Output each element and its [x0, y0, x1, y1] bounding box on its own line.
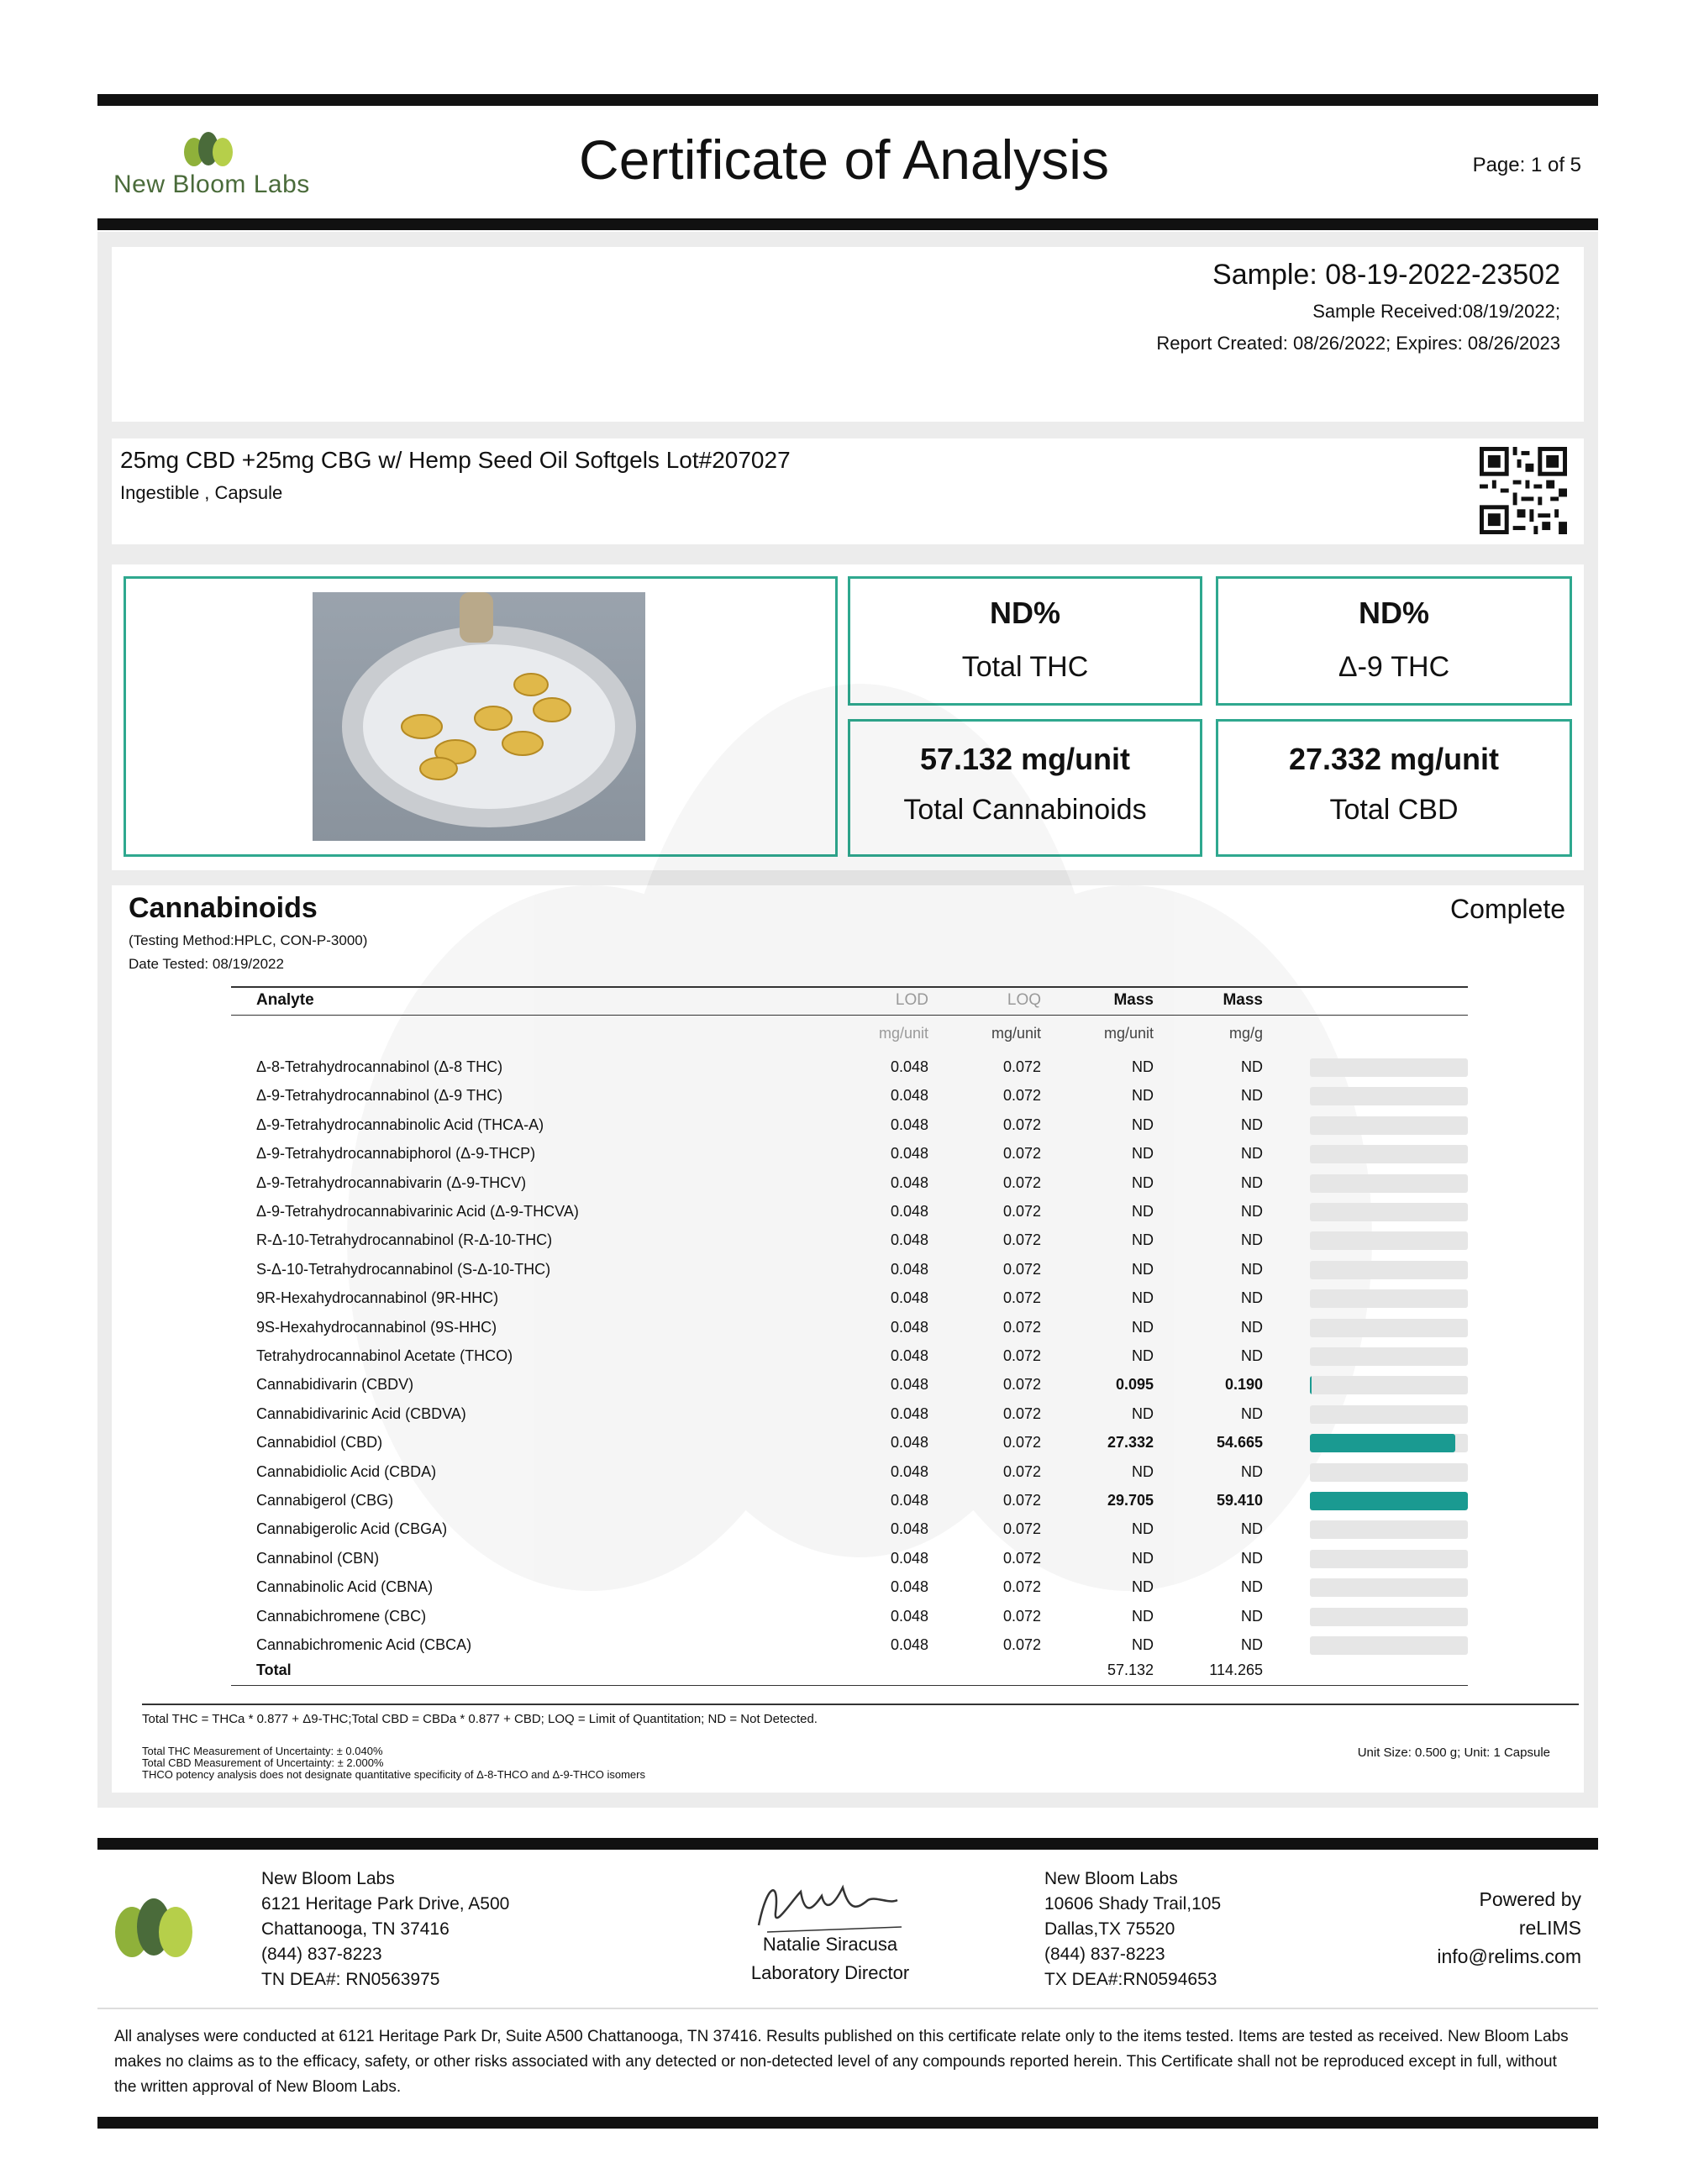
d9-thc-box: [1216, 576, 1572, 706]
concentration-bar: [1310, 1405, 1468, 1424]
unit-loq: mg/unit: [991, 1025, 1041, 1042]
concentration-bar: [1310, 1578, 1468, 1597]
signer-title: Laboratory Director: [750, 1962, 910, 1983]
table-row: [231, 1429, 1468, 1457]
product-name: 25mg CBD +25mg CBG w/ Hemp Seed Oil Softgels Lot#207027: [120, 447, 791, 473]
analyte-name: Δ-8-Tetrahydrocannabinol (Δ-8 THC): [256, 1058, 503, 1075]
mass-unit-value: 27.332: [1107, 1434, 1154, 1452]
analyte-name: Cannabichromene (CBC): [256, 1607, 427, 1625]
concentration-bar-fill: [1310, 1434, 1455, 1452]
loq-value: 0.072: [1002, 1520, 1041, 1538]
concentration-bar: [1310, 1087, 1468, 1105]
lod-value: 0.048: [890, 1492, 928, 1509]
disclaimer-rule: [97, 2008, 1598, 2009]
product-card: [112, 438, 1584, 544]
signature-image: [750, 1866, 910, 1942]
page-number: Page: 1 of 5: [1472, 154, 1581, 176]
loq-value: 0.072: [1002, 1058, 1041, 1075]
lod-value: 0.048: [890, 1549, 928, 1567]
powered-line: info@relims.com: [1437, 1945, 1581, 1967]
mass-g-value: ND: [1241, 1347, 1263, 1364]
thco-note: THCO potency analysis does not designate quantitative specificity of Δ-8-THCO and Δ-9-THCO isomers: [142, 1768, 645, 1781]
analyte-name: Δ-9-Tetrahydrocannabivarinic Acid (Δ-9-THCVA): [256, 1203, 579, 1220]
notes-rule: [142, 1704, 1579, 1705]
lab1-line: 6121 Heritage Park Drive, A500: [261, 1894, 510, 1914]
table-row: [231, 1515, 1468, 1544]
mass-g-value: ND: [1241, 1145, 1263, 1163]
lod-value: 0.048: [890, 1607, 928, 1625]
mass-g-value: ND: [1241, 1260, 1263, 1278]
concentration-bar: [1310, 1289, 1468, 1308]
header-rule: [97, 218, 1598, 230]
analyte-name: Cannabinolic Acid (CBNA): [256, 1578, 434, 1596]
concentration-bar: [1310, 1145, 1468, 1163]
lab2-line: New Bloom Labs: [1044, 1869, 1178, 1888]
mass-g-value: ND: [1241, 1318, 1263, 1336]
lab1-line: New Bloom Labs: [261, 1869, 395, 1888]
mass-unit-value: ND: [1132, 1318, 1154, 1336]
table-row: [231, 1631, 1468, 1660]
footer-logo-icon: [113, 1897, 194, 1961]
unit-mass-unit: mg/unit: [1103, 1025, 1154, 1042]
unit-size: Unit Size: 0.500 g; Unit: 1 Capsule: [1357, 1746, 1550, 1760]
table-bottom-rule: [231, 1685, 1468, 1686]
loq-value: 0.072: [1002, 1318, 1041, 1336]
section-title: Cannabinoids: [129, 892, 318, 924]
concentration-bar: [1310, 1203, 1468, 1221]
table-row: [231, 1545, 1468, 1573]
total-mass-g: 114.265: [1209, 1662, 1263, 1679]
mass-unit-value: ND: [1132, 1289, 1154, 1307]
d9-thc-value: ND%: [1358, 596, 1429, 630]
top-rule: [97, 94, 1598, 106]
concentration-bar: [1310, 1376, 1468, 1394]
mass-g-value: ND: [1241, 1404, 1263, 1422]
table-header-rule: [231, 1015, 1468, 1016]
loq-value: 0.072: [1002, 1462, 1041, 1480]
product-type: Ingestible , Capsule: [120, 482, 283, 503]
table-row: [231, 1140, 1468, 1168]
lod-value: 0.048: [890, 1636, 928, 1653]
lab2-line: TX DEA#:RN0594653: [1044, 1970, 1217, 1989]
table-row: [231, 1053, 1468, 1082]
page-title: Certificate of Analysis: [579, 129, 1109, 191]
mass-g-value: 0.190: [1224, 1376, 1263, 1394]
mass-g-value: ND: [1241, 1173, 1263, 1191]
mass-unit-value: 29.705: [1107, 1492, 1154, 1509]
mass-g-value: ND: [1241, 1520, 1263, 1538]
analyte-name: Δ-9-Tetrahydrocannabivarin (Δ-9-THCV): [256, 1173, 527, 1191]
signer-name: Natalie Siracusa: [762, 1934, 898, 1955]
summary-card: [112, 564, 1584, 870]
analyte-name: Δ-9-Tetrahydrocannabiphorol (Δ-9-THCP): [256, 1145, 536, 1163]
mass-unit-value: ND: [1132, 1058, 1154, 1075]
loq-value: 0.072: [1002, 1636, 1041, 1653]
powered-by: [1437, 1885, 1581, 1971]
mass-g-value: ND: [1241, 1058, 1263, 1075]
col-lod: LOD: [895, 991, 928, 1009]
lod-value: 0.048: [890, 1318, 928, 1336]
total-cbd-label: Total CBD: [1329, 794, 1459, 826]
lod-value: 0.048: [890, 1145, 928, 1163]
mass-unit-value: ND: [1132, 1404, 1154, 1422]
lod-value: 0.048: [890, 1347, 928, 1364]
powered-line: reLIMS: [1518, 1917, 1581, 1939]
loq-value: 0.072: [1002, 1376, 1041, 1394]
total-cannabinoids-label: Total Cannabinoids: [903, 794, 1147, 826]
concentration-bar: [1310, 1434, 1468, 1452]
concentration-bar: [1310, 1520, 1468, 1539]
loq-value: 0.072: [1002, 1173, 1041, 1191]
lab2-line: (844) 837-8223: [1044, 1945, 1165, 1964]
lod-value: 0.048: [890, 1289, 928, 1307]
mass-g-value: ND: [1241, 1116, 1263, 1133]
footer-rule: [97, 1838, 1598, 1850]
concentration-bar: [1310, 1174, 1468, 1193]
sample-card: [112, 247, 1584, 422]
mass-g-value: ND: [1241, 1549, 1263, 1567]
mass-g-value: ND: [1241, 1203, 1263, 1220]
mass-unit-value: ND: [1132, 1520, 1154, 1538]
total-row: [231, 1656, 1468, 1685]
table-row: [231, 1458, 1468, 1487]
analyte-name: S-Δ-10-Tetrahydrocannabinol (S-Δ-10-THC): [256, 1260, 551, 1278]
table-row: [231, 1371, 1468, 1399]
concentration-bar: [1310, 1463, 1468, 1482]
mass-unit-value: ND: [1132, 1636, 1154, 1653]
lod-value: 0.048: [890, 1520, 928, 1538]
lod-value: 0.048: [890, 1173, 928, 1191]
formula-note: Total THC = THCa * 0.877 + Δ9-THC;Total CBD = CBDa * 0.877 + CBD; LOQ = Limit of Quantitation; ND = Not Detected.: [142, 1712, 818, 1726]
loq-value: 0.072: [1002, 1260, 1041, 1278]
table-row: [231, 1342, 1468, 1371]
lod-value: 0.048: [890, 1203, 928, 1220]
mass-unit-value: ND: [1132, 1260, 1154, 1278]
sample-photo: [313, 592, 645, 841]
report-dates: Report Created: 08/26/2022; Expires: 08/26/2023: [1156, 333, 1560, 354]
mass-g-value: ND: [1241, 1636, 1263, 1653]
lab1-line: TN DEA#: RN0563975: [261, 1970, 440, 1989]
analyte-name: R-Δ-10-Tetrahydrocannabinol (R-Δ-10-THC): [256, 1231, 553, 1249]
loq-value: 0.072: [1002, 1434, 1041, 1452]
mass-g-value: ND: [1241, 1462, 1263, 1480]
analyte-name: Cannabichromenic Acid (CBCA): [256, 1636, 472, 1653]
d9-thc-label: Δ-9 THC: [1338, 651, 1450, 683]
table-row: [231, 1226, 1468, 1255]
loq-value: 0.072: [1002, 1607, 1041, 1625]
unit-mass-g: mg/g: [1228, 1025, 1263, 1042]
uncertainty-cbd: Total CBD Measurement of Uncertainty: ± 2.000%: [142, 1756, 384, 1769]
table-row: [231, 1284, 1468, 1313]
date-tested: Date Tested: 08/19/2022: [129, 956, 284, 972]
mass-unit-value: ND: [1132, 1607, 1154, 1625]
mass-unit-value: ND: [1132, 1578, 1154, 1596]
analyte-name: Cannabidiol (CBD): [256, 1434, 383, 1452]
lod-value: 0.048: [890, 1116, 928, 1133]
concentration-bar: [1310, 1347, 1468, 1366]
col-mass-g: Mass: [1223, 991, 1263, 1009]
uncertainty-thc: Total THC Measurement of Uncertainty: ± 0.040%: [142, 1745, 383, 1757]
lod-value: 0.048: [890, 1462, 928, 1480]
analyte-name: Cannabigerolic Acid (CBGA): [256, 1520, 448, 1538]
powered-line: Powered by: [1479, 1888, 1581, 1910]
mass-g-value: ND: [1241, 1607, 1263, 1625]
loq-value: 0.072: [1002, 1116, 1041, 1133]
total-thc-label: Total THC: [961, 651, 1089, 683]
qr-code-icon: [1480, 447, 1567, 534]
lod-value: 0.048: [890, 1087, 928, 1105]
total-label: Total: [256, 1662, 292, 1679]
mass-unit-value: ND: [1132, 1549, 1154, 1567]
mass-unit-value: ND: [1132, 1203, 1154, 1220]
logo-text: New Bloom Labs: [113, 171, 310, 198]
total-thc-value: ND%: [989, 596, 1060, 630]
table-row: [231, 1603, 1468, 1631]
table-row: [231, 1082, 1468, 1110]
lod-value: 0.048: [890, 1260, 928, 1278]
loq-value: 0.072: [1002, 1289, 1041, 1307]
analyte-name: Cannabigerol (CBG): [256, 1492, 394, 1509]
total-mass-unit: 57.132: [1107, 1662, 1154, 1679]
mass-g-value: 59.410: [1216, 1492, 1263, 1509]
mass-g-value: ND: [1241, 1289, 1263, 1307]
sample-photo-frame: [124, 576, 838, 857]
unit-lod: mg/unit: [878, 1025, 928, 1042]
loq-value: 0.072: [1002, 1549, 1041, 1567]
table-row: [231, 1400, 1468, 1429]
table-row: [231, 1256, 1468, 1284]
table-row: [231, 1169, 1468, 1198]
concentration-bar-fill: [1310, 1492, 1468, 1510]
table-row: [231, 1111, 1468, 1140]
mass-g-value: ND: [1241, 1578, 1263, 1596]
disclaimer: All analyses were conducted at 6121 Heritage Park Dr, Suite A500 Chattanooga, TN 37416. Results published on this certificate relate only to the items tested. Items are tested as received. New Bloom Labs makes no claims as to the efficacy, safety, or other risks associated with any detected or non-detected level of any compounds reported herein. This Certificate shall not be reproduced except in full, without the written approval of New Bloom Labs.: [114, 2028, 1569, 2096]
mass-unit-value: ND: [1132, 1231, 1154, 1249]
lab2-line: 10606 Shady Trail,105: [1044, 1894, 1222, 1914]
analyte-name: 9R-Hexahydrocannabinol (9R-HHC): [256, 1289, 499, 1307]
concentration-bar: [1310, 1492, 1468, 1510]
mass-g-value: 54.665: [1216, 1434, 1263, 1452]
concentration-bar: [1310, 1636, 1468, 1655]
analyte-name: Tetrahydrocannabinol Acetate (THCO): [256, 1347, 513, 1364]
testing-method: (Testing Method:HPLC, CON-P-3000): [129, 932, 368, 948]
analyte-name: Cannabidiolic Acid (CBDA): [256, 1462, 437, 1480]
softgel-dish-image: [313, 592, 645, 841]
total-cbd-value: 27.332 mg/unit: [1288, 742, 1500, 776]
total-thc-box: [848, 576, 1202, 706]
lab1-line: Chattanooga, TN 37416: [261, 1919, 450, 1939]
loq-value: 0.072: [1002, 1404, 1041, 1422]
total-cbd-box: [1216, 719, 1572, 857]
col-loq: LOQ: [1007, 991, 1041, 1009]
analyte-name: 9S-Hexahydrocannabinol (9S-HHC): [256, 1318, 497, 1336]
analyte-name: Cannabidivarin (CBDV): [256, 1376, 414, 1394]
mass-g-value: ND: [1241, 1231, 1263, 1249]
concentration-bar: [1310, 1261, 1468, 1279]
lab2-address: [1044, 1866, 1221, 1992]
analyte-name: Cannabinol (CBN): [256, 1549, 380, 1567]
loq-value: 0.072: [1002, 1203, 1041, 1220]
mass-unit-value: ND: [1132, 1116, 1154, 1133]
loq-value: 0.072: [1002, 1231, 1041, 1249]
col-mass-unit: Mass: [1113, 991, 1154, 1009]
loq-value: 0.072: [1002, 1145, 1041, 1163]
lod-value: 0.048: [890, 1434, 928, 1452]
table-row: [231, 1314, 1468, 1342]
loq-value: 0.072: [1002, 1087, 1041, 1105]
concentration-bar-fill: [1310, 1376, 1312, 1394]
mass-unit-value: 0.095: [1115, 1376, 1154, 1394]
lod-value: 0.048: [890, 1058, 928, 1075]
total-cannabinoids-box: [848, 719, 1202, 857]
lab1-line: (844) 837-8223: [261, 1945, 382, 1964]
mass-unit-value: ND: [1132, 1347, 1154, 1364]
mass-g-value: ND: [1241, 1087, 1263, 1105]
lod-value: 0.048: [890, 1578, 928, 1596]
lab1-address: [261, 1866, 509, 1992]
concentration-bar: [1310, 1058, 1468, 1077]
analyte-name: Δ-9-Tetrahydrocannabinol (Δ-9 THC): [256, 1087, 503, 1105]
analyte-name: Cannabidivarinic Acid (CBDVA): [256, 1404, 466, 1422]
concentration-bar: [1310, 1116, 1468, 1135]
mass-unit-value: ND: [1132, 1145, 1154, 1163]
table-row: [231, 1487, 1468, 1515]
bottom-rule: [97, 2117, 1598, 2129]
table-top-rule: [231, 986, 1468, 988]
lod-value: 0.048: [890, 1376, 928, 1394]
lab2-line: Dallas,TX 75520: [1044, 1919, 1175, 1939]
table-row: [231, 1198, 1468, 1226]
analyte-name: Δ-9-Tetrahydrocannabinolic Acid (THCA-A): [256, 1116, 544, 1133]
section-status: Complete: [1450, 894, 1565, 924]
loq-value: 0.072: [1002, 1578, 1041, 1596]
concentration-bar: [1310, 1550, 1468, 1568]
mass-unit-value: ND: [1132, 1462, 1154, 1480]
loq-value: 0.072: [1002, 1347, 1041, 1364]
col-analyte: Analyte: [256, 991, 314, 1009]
lod-value: 0.048: [890, 1231, 928, 1249]
concentration-bar: [1310, 1608, 1468, 1626]
loq-value: 0.072: [1002, 1492, 1041, 1509]
mass-unit-value: ND: [1132, 1087, 1154, 1105]
lod-value: 0.048: [890, 1404, 928, 1422]
sample-id: Sample: 08-19-2022-23502: [1212, 259, 1560, 291]
concentration-bar: [1310, 1319, 1468, 1337]
sample-received: Sample Received:08/19/2022;: [1312, 301, 1560, 322]
total-cannabinoids-value: 57.132 mg/unit: [919, 742, 1131, 776]
table-row: [231, 1573, 1468, 1602]
mass-unit-value: ND: [1132, 1173, 1154, 1191]
concentration-bar: [1310, 1231, 1468, 1250]
cannabinoids-card: [112, 885, 1584, 1793]
